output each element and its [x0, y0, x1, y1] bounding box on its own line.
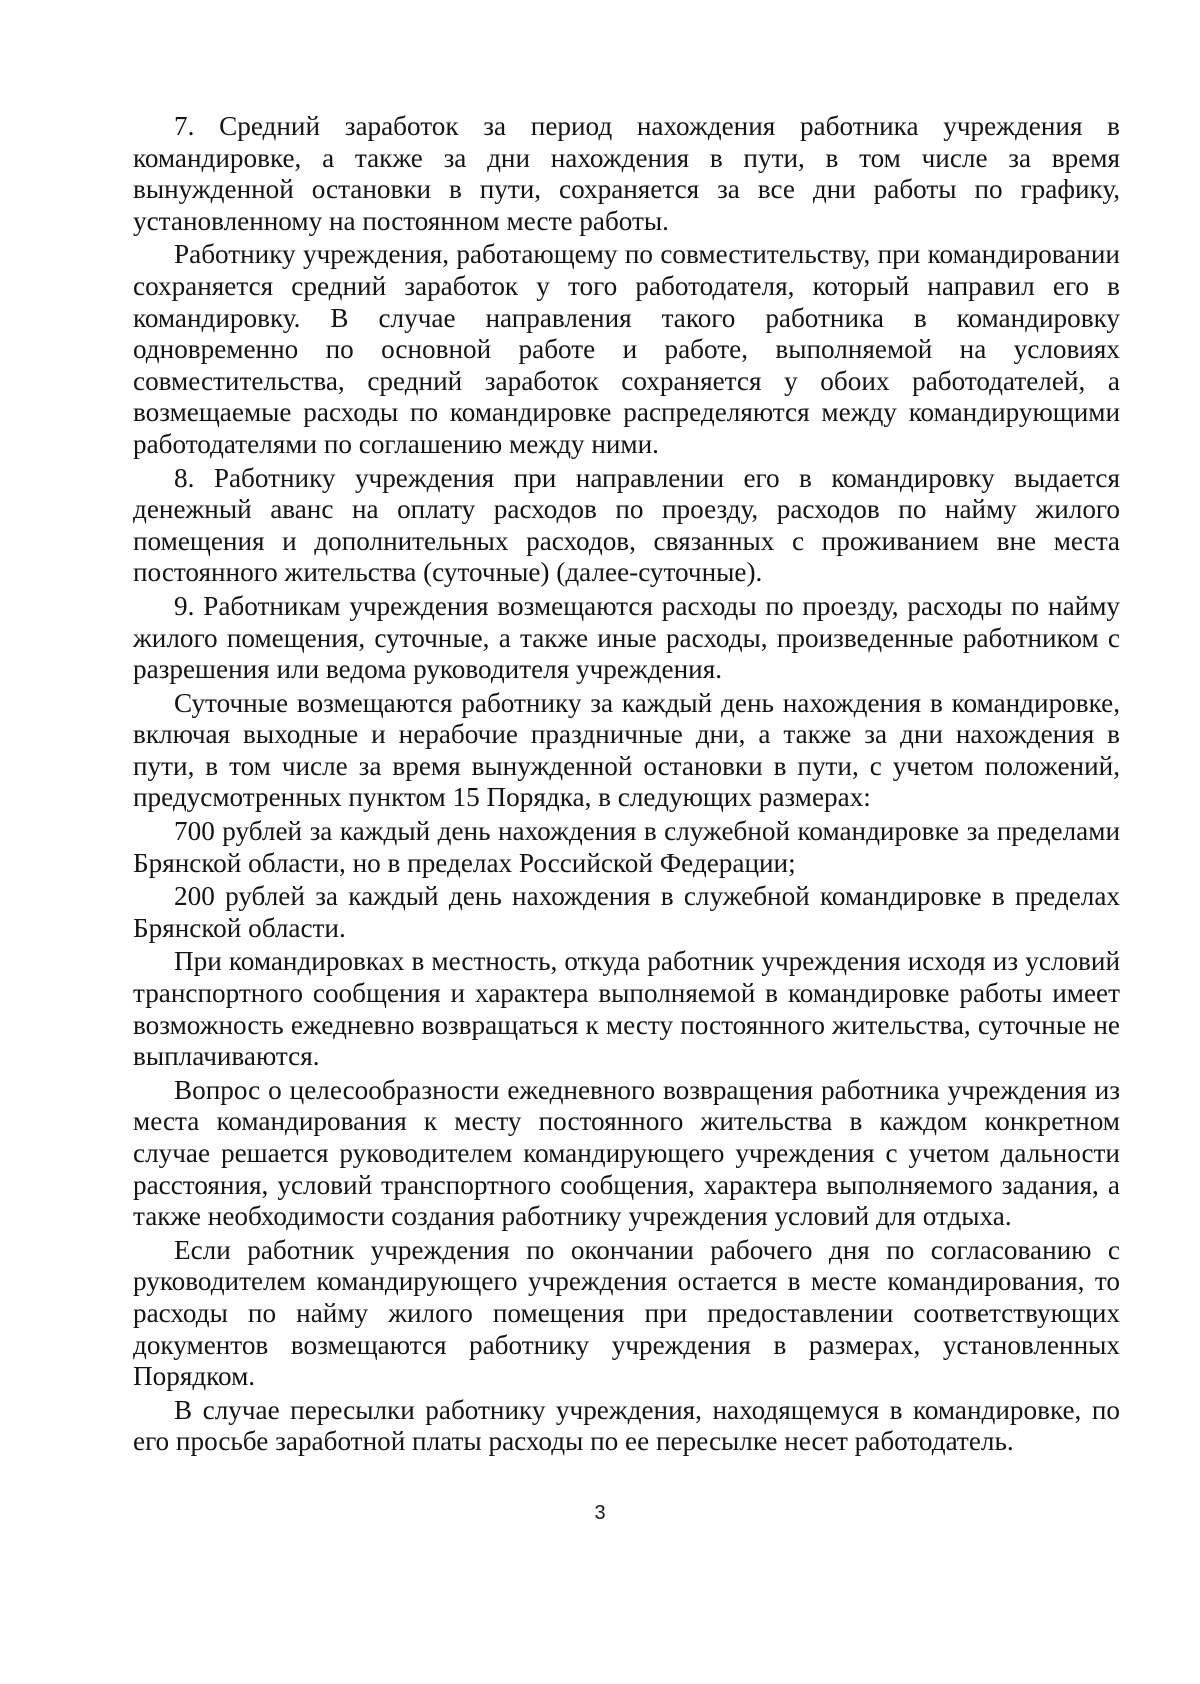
- paragraph-daily-return-decision: Вопрос о целесообразности ежедневного возвращения работника учреждения из места командирования к месту постоянного жительства в каждом конкретном случае решается руководителем командирующего учреждения с учетом дальности расстояния, условий транспортного сообщения, характера выполняемого задания, а также необходимости создания работнику учреждения условий для отдыха.: [133, 1074, 1120, 1232]
- paragraph-7-average-earnings: 7. Средний заработок за период нахождения работника учреждения в командировке, а также за дни нахождения в пути, в том числе за время вынужденной остановки в пути, сохраняется за все дни работы по графику, установленному на постоянном месте работы.: [133, 111, 1120, 236]
- paragraph-part-time-workers: Работнику учреждения, работающему по совместительству, при командировании сохраняется средний заработок у того работодателя, который направил его в командировку. В случае направления такого работника в командировку одновременно по основной работе и работе, выполняемой на условиях совместительства, средний заработок сохраняется у обоих работодателей, а возмещаемые расходы по командировке распределяются между командирующими работодателями по соглашению между ними.: [133, 239, 1120, 459]
- document-body: [133, 111, 1120, 1460]
- paragraph-daily-return: При командировках в местность, откуда работник учреждения исходя из условий транспортного сообщения и характера выполняемой в командировке работы имеет возможность ежедневно возвращаться к месту постоянного жительства, суточные не выплачиваются.: [133, 946, 1120, 1072]
- paragraph-9-expenses-reimbursed: 9. Работникам учреждения возмещаются расходы по проезду, расходы по найму жилого помещения, суточные, а также иные расходы, произведенные работником с разрешения или ведома руководителя учреждения.: [133, 590, 1120, 685]
- paragraph-8-cash-advance: 8. Работнику учреждения при направлении его в командировку выдается денежный аванс на оплату расходов по проезду, расходов по найму жилого помещения и дополнительных расходов, связанных с проживанием вне места постоянного жительства (суточные) (далее-суточные).: [133, 462, 1120, 588]
- paragraph-rate-700: 700 рублей за каждый день нахождения в служебной командировке за пределами Брянской области, но в пределах Российской Федерации;: [133, 816, 1120, 878]
- page-number: 3: [594, 1502, 606, 1524]
- paragraph-daily-allowance: Суточные возмещаются работнику за каждый день нахождения в командировке, включая выходные и нерабочие праздничные дни, а также за дни нахождения в пути, в том числе за время вынужденной остановки в пути, с учетом положений, предусмотренных пунктом 15 Порядка, в следующих размерах:: [133, 687, 1120, 813]
- paragraph-salary-forwarding: В случае пересылки работнику учреждения, находящемуся в командировке, по его просьбе заработной платы расходы по ее пересылке несет работодатель.: [133, 1394, 1120, 1457]
- paragraph-lodging-expenses: Если работник учреждения по окончании рабочего дня по согласованию с руководителем командирующего учреждения остается в месте командирования, то расходы по найму жилого помещения при предоставлении соответствующих документов возмещаются работнику учреждения в размерах, установленных Порядком.: [133, 1234, 1120, 1392]
- paragraph-rate-200: 200 рублей за каждый день нахождения в служебной командировке в пределах Брянской области.: [133, 881, 1120, 943]
